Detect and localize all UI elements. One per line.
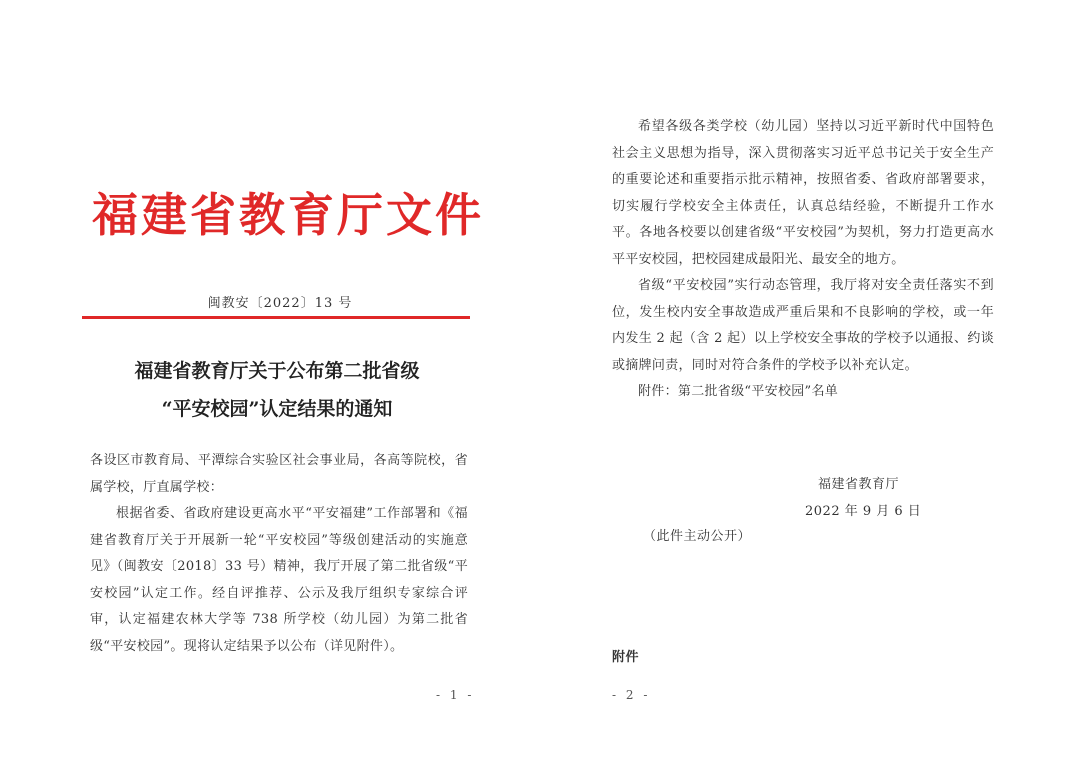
document-masthead: 福建省教育厅文件	[92, 188, 484, 242]
document-number: 闽教安〔2022〕13 号	[207, 296, 353, 311]
document-title-line-1: 福建省教育厅关于公布第二批省级	[134, 360, 420, 382]
attachment-line: 附件：第二批省级“平安校园”名单	[638, 384, 839, 399]
signature-organization: 福建省教育厅	[818, 477, 900, 492]
page-number-2: - 2 -	[612, 688, 651, 702]
page-number-1: - 1 -	[436, 688, 475, 702]
public-disclosure-note: （此件主动公开）	[643, 529, 752, 544]
left-body-text	[90, 448, 468, 660]
attachment-heading: 附件	[612, 650, 640, 665]
signature-date: 2022 年 9 月 6 日	[805, 504, 922, 519]
body-paragraph-1: 根据省委、省政府建设更高水平“平安福建”工作部署和《福建省教育厅关于开展新一轮“平安校园”等级创建活动的实施意见》（闽教安〔2018〕33 号）精神，我厅开展了第二批省级“平安校园”认定工作。经自评推荐、公示及我厅组织专家综合评审，认定福建农林大学等 738 所学校（幼儿园）为第二批省级“平安校园”。现将认定结果予以公布（详见附件）。	[90, 506, 468, 654]
red-separator-line	[82, 316, 470, 319]
body-paragraph-3: 省级“平安校园”实行动态管理，我厅将对安全责任落实不到位，发生校内安全事故造成严重后果和不良影响的学校，或一年内发生 2 起（含 2 起）以上学校安全事故的学校予以通报、约谈或摘牌问责，同时对符合条件的学校予以补充认定。	[612, 278, 994, 373]
body-paragraph-2: 希望各级各类学校（幼儿园）坚持以习近平新时代中国特色社会主义思想为指导，深入贯彻落实习近平总书记关于安全生产的重要论述和重要指示批示精神，按照省委、省政府部署要求，切实履行学校安全主体责任，认真总结经验，不断提升工作水平。各地各校要以创建省级“平安校园”为契机，努力打造更高水平平安校园，把校园建成最阳光、最安全的地方。	[612, 119, 994, 267]
recipients-paragraph: 各设区市教育局、平潭综合实验区社会事业局，各高等院校，省属学校，厅直属学校：	[90, 453, 468, 495]
document-title-line-2: “平安校园”认定结果的通知	[161, 398, 393, 420]
right-body-text	[612, 114, 994, 406]
